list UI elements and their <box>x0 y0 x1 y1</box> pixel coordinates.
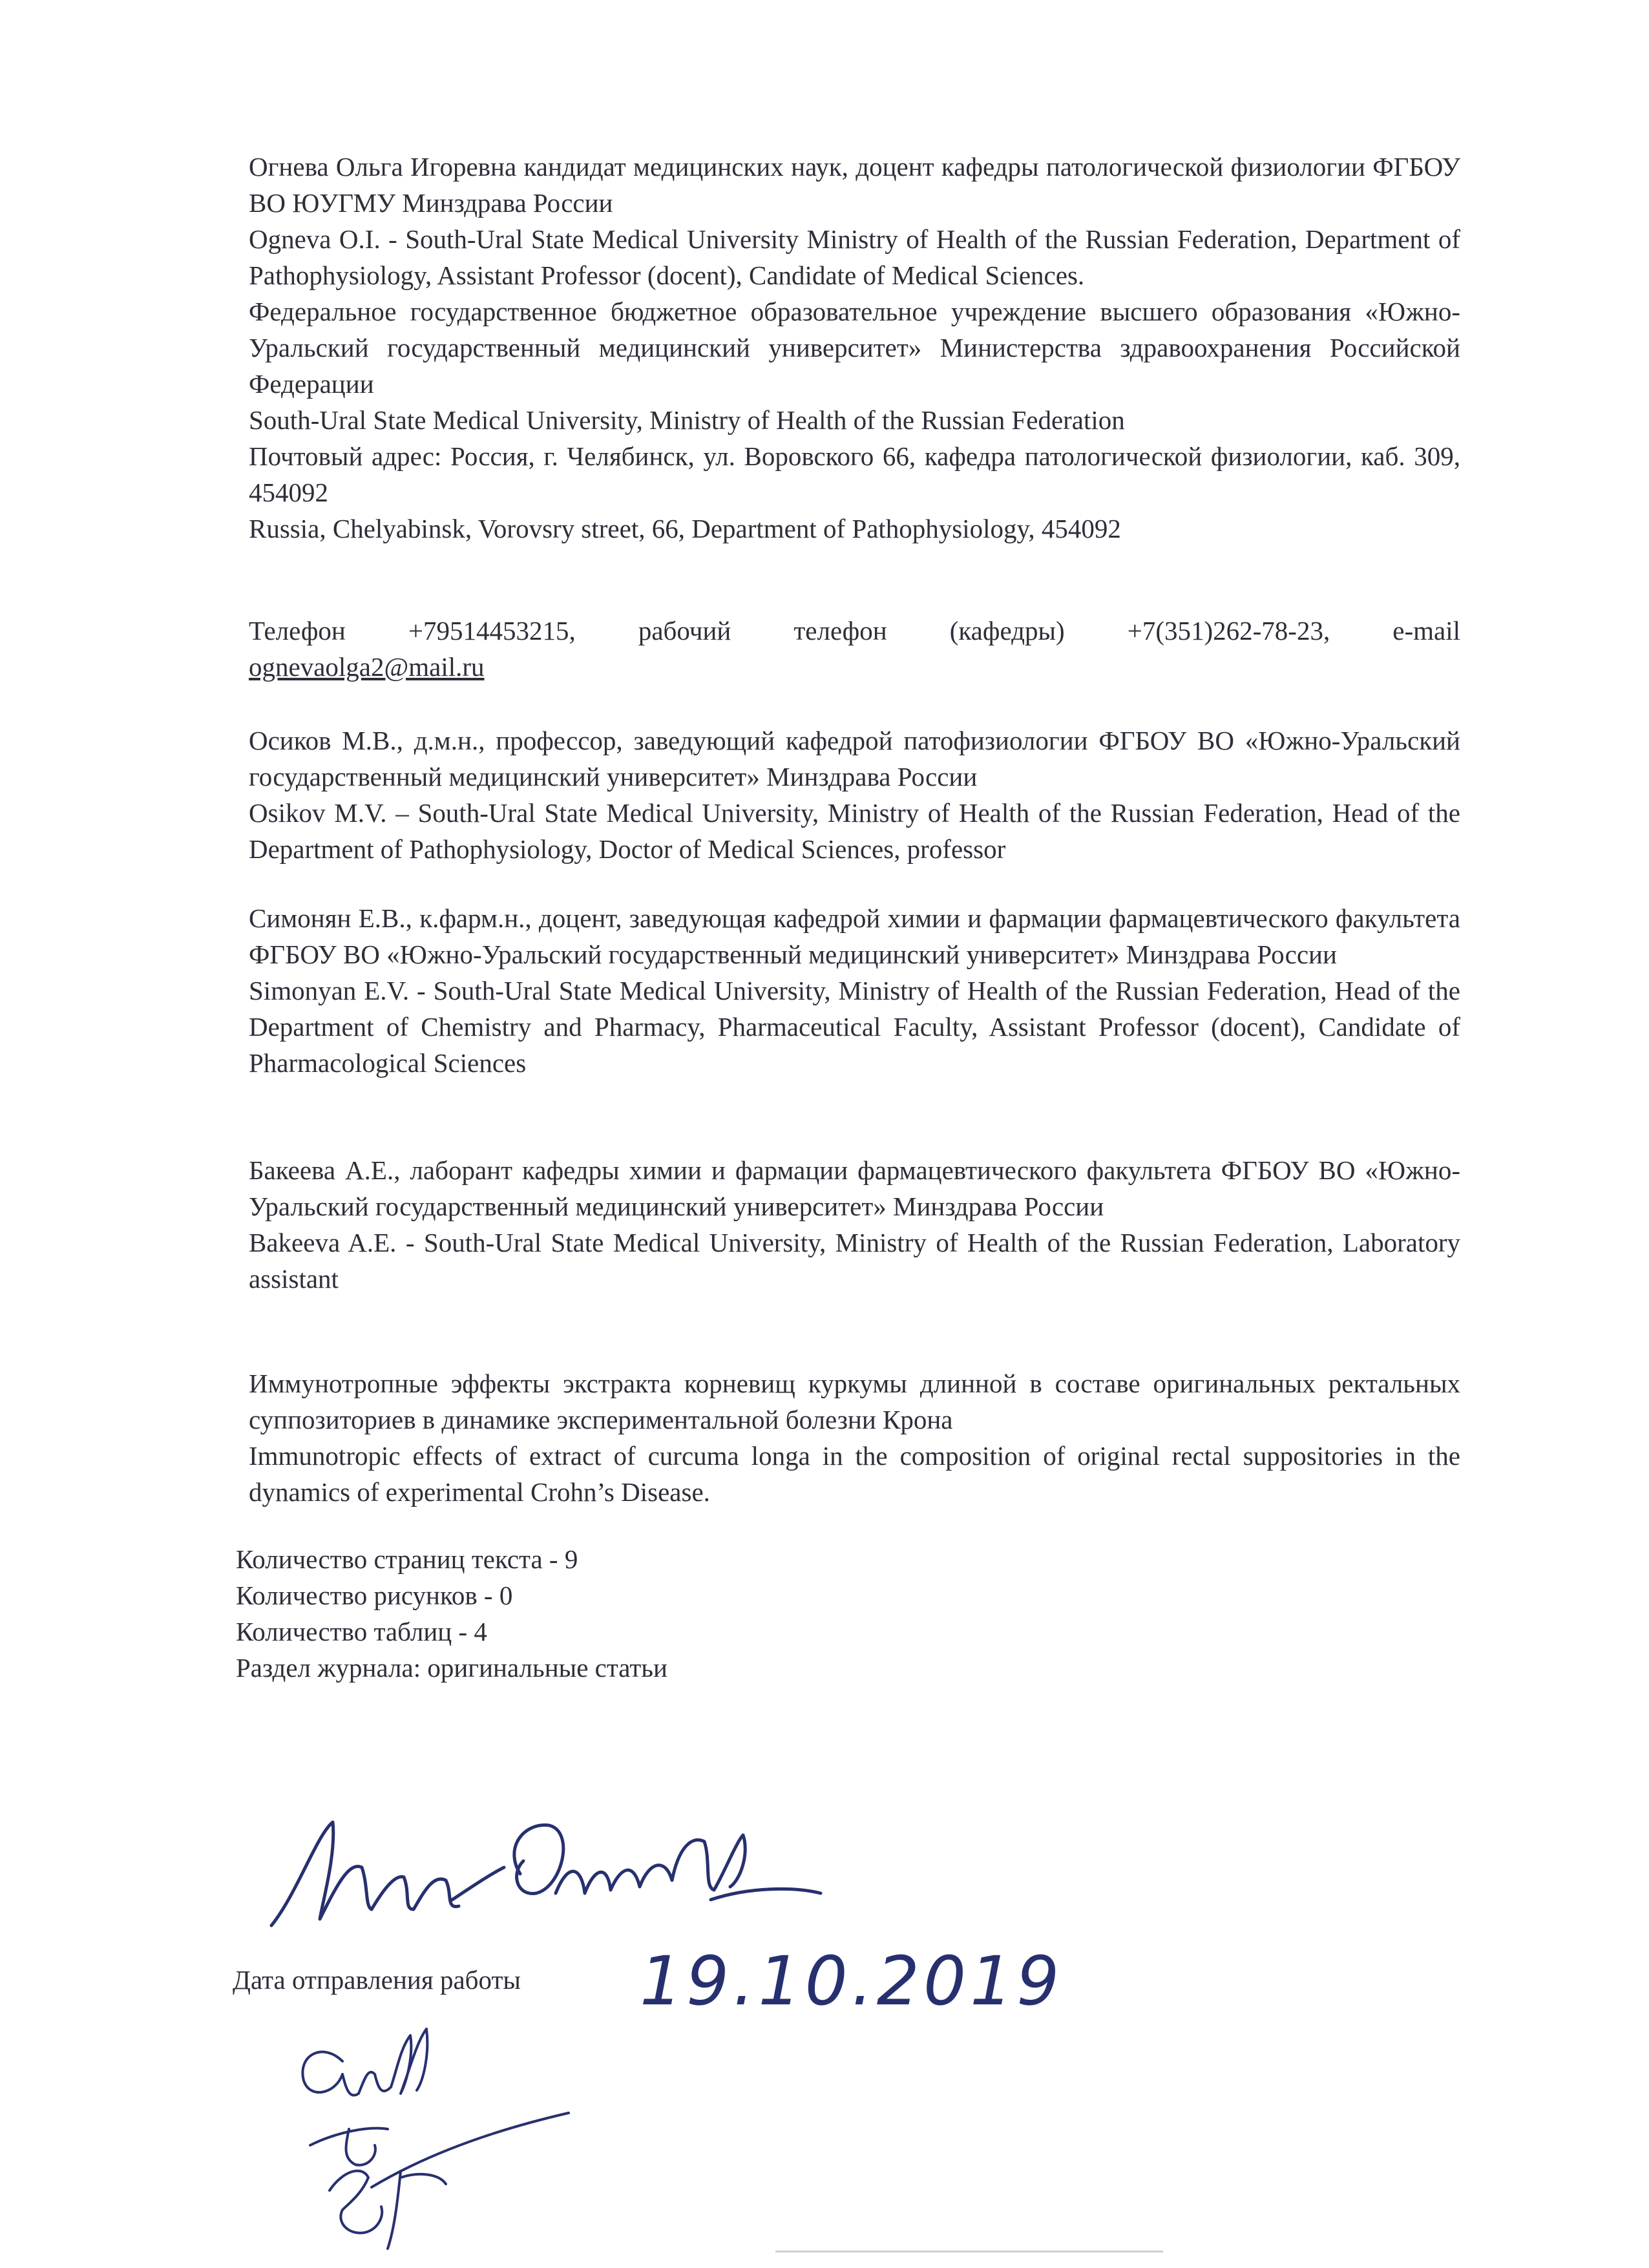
author1-en: Ogneva O.I. - South-Ural State Medical University Ministry of Health of the Russian Federation, Department of Pathophysiology, Assistant Professor (docent), Candidate of Medical Sciences. <box>249 224 1460 290</box>
author3-block <box>249 900 1460 1081</box>
author1-org-en: South-Ural State Medical University, Ministry of Health of the Russian Federation <box>249 405 1125 435</box>
submission-date-handwritten: 19.10.2019 <box>640 1942 1064 2021</box>
author4-block <box>249 1152 1460 1297</box>
author1-address-ru: Почтовый адрес: Россия, г. Челябинск, ул. Воровского 66, кафедра патологической физиологии, каб. 309, 454092 <box>249 441 1460 507</box>
email-link[interactable]: ognevaolga2@mail.ru <box>249 652 485 682</box>
author1-contact <box>249 613 1460 685</box>
author1-ru: Огнева Ольга Игоревна кандидат медицинских наук, доцент кафедры патологической физиологии ФГБОУ ВО ЮУГМУ Минздрава России <box>249 152 1460 218</box>
signature-bottom <box>271 2016 607 2255</box>
author4-en: Bakeeva A.E. - South-Ural State Medical University, Ministry of Health of the Russian Federation, Laboratory assistant <box>249 1228 1460 1294</box>
article-title-ru: Иммунотропные эффекты экстракта корневищ куркумы длинной в составе оригинальных ректальных суппозиториев в динамике экспериментальной болезни Крона <box>249 1369 1460 1434</box>
author1-address-en: Russia, Chelyabinsk, Vorovsry street, 66, Department of Pathophysiology, 454092 <box>249 514 1121 543</box>
author3-en: Simonyan E.V. - South-Ural State Medical University, Ministry of Health of the Russian Federation, Head of the Department of Chemistry and Pharmacy, Pharmaceutical Faculty, Assistant Professor (docent), Candidate of Pharmacological Sciences <box>249 976 1460 1078</box>
stats-block <box>236 1541 1447 1686</box>
stats-figures: Количество рисунков - 0 <box>236 1580 513 1610</box>
scan-edge-mark <box>775 2251 1163 2252</box>
article-title-block <box>249 1365 1460 1510</box>
phone-line: Телефон +79514453215, рабочий телефон (кафедры) +7(351)262-78-23, e-mail <box>249 616 1460 646</box>
author2-en: Osikov M.V. – South-Ural State Medical University, Ministry of Health of the Russian Federation, Head of the Department of Pathophysiology, Doctor of Medical Sciences, professor <box>249 798 1460 864</box>
stats-tables: Количество таблиц - 4 <box>236 1617 487 1646</box>
author2-ru: Осиков М.В., д.м.н., профессор, заведующий кафедрой патофизиологии ФГБОУ ВО «Южно-Уральский государственный медицинский университет» Минздрава России <box>249 726 1460 792</box>
signature-top <box>258 1796 827 1945</box>
stats-section: Раздел журнала: оригинальные статьи <box>236 1653 667 1683</box>
author1-block <box>249 149 1460 547</box>
author1-org-ru: Федеральное государственное бюджетное образовательное учреждение высшего образования «Южно-Уральский государственный медицинский университет» Министерства здравоохранения Российской Федерации <box>249 297 1460 399</box>
author2-block <box>249 722 1460 867</box>
submission-date-label: Дата отправления работы <box>233 1965 521 1995</box>
author3-ru: Симонян Е.В., к.фарм.н., доцент, заведующая кафедрой химии и фармации фармацевтического факультета ФГБОУ ВО «Южно-Уральский государственный медицинский университет» Минздрава России <box>249 903 1460 969</box>
article-title-en: Immunotropic effects of extract of curcuma longa in the composition of original rectal suppositories in the dynamics of experimental Crohn’s Disease. <box>249 1441 1460 1507</box>
author4-ru: Бакеева А.Е., лаборант кафедры химии и фармации фармацевтического факультета ФГБОУ ВО «Южно-Уральский государственный медицинский университет» Минздрава России <box>249 1155 1460 1221</box>
stats-pages: Количество страниц текста - 9 <box>236 1544 578 1574</box>
